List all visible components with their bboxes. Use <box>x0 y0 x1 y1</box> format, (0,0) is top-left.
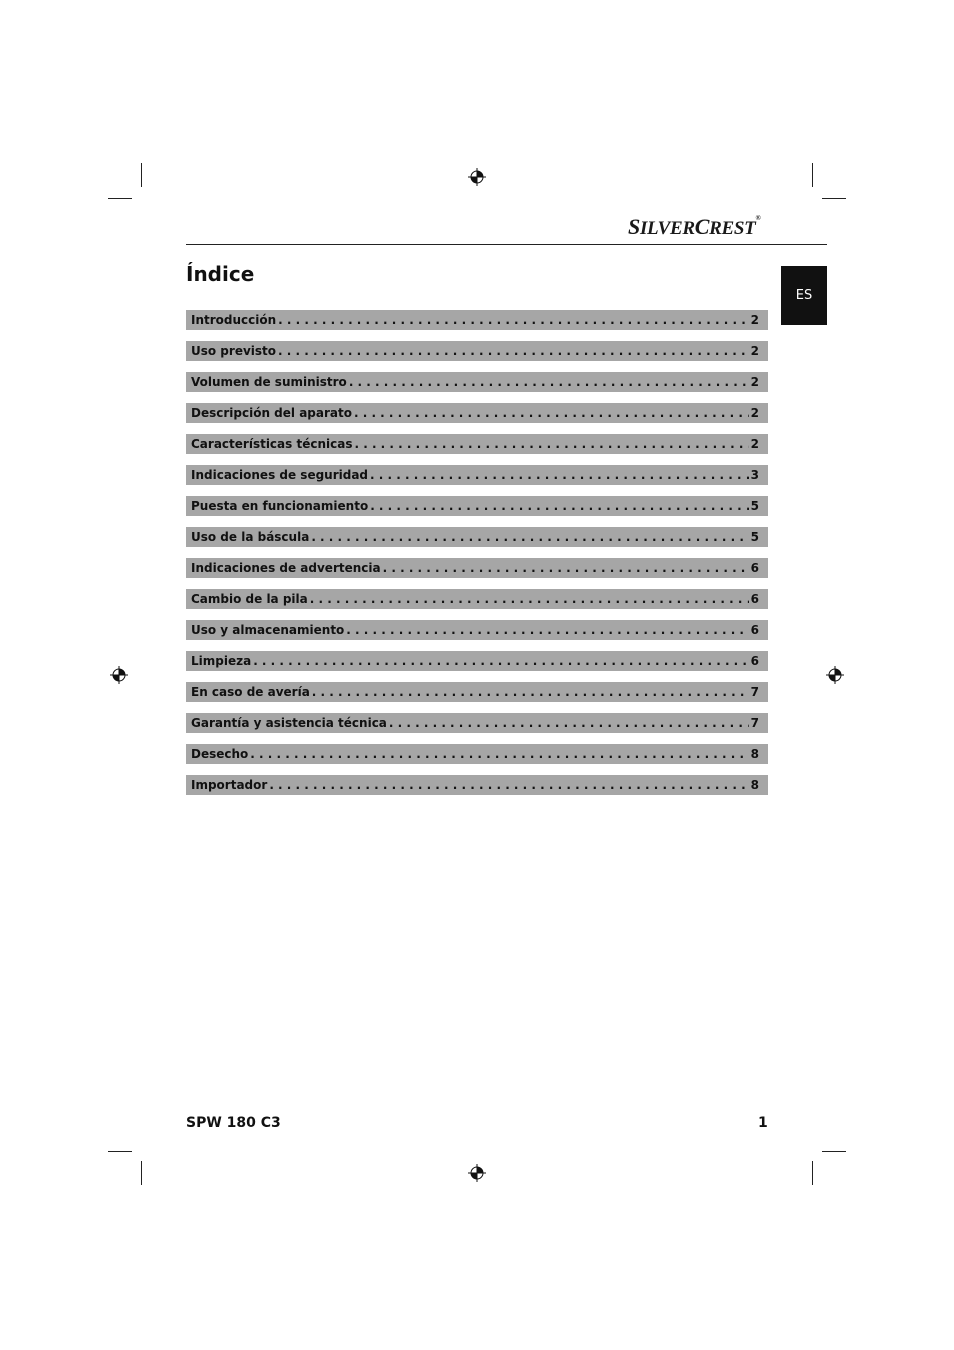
toc-entry-page: 6 <box>750 592 759 606</box>
toc-entry-label: Introducción <box>191 313 277 327</box>
header-rule <box>186 244 827 245</box>
dot-leader <box>278 313 748 327</box>
toc-entry[interactable] <box>186 682 768 702</box>
dot-leader <box>389 716 749 730</box>
dot-leader <box>354 406 749 420</box>
dot-leader <box>253 654 748 668</box>
toc-entry-label: Limpieza <box>191 654 252 668</box>
dot-leader <box>310 592 749 606</box>
language-tab: ES <box>781 266 827 325</box>
page-title: Índice <box>186 262 255 286</box>
toc-entry[interactable] <box>186 403 768 423</box>
crop-mark <box>822 1151 846 1152</box>
crop-mark <box>812 163 813 187</box>
toc-entry-page: 2 <box>750 437 759 451</box>
crop-mark <box>141 163 142 187</box>
crop-mark <box>108 198 132 199</box>
toc-entry-page: 2 <box>750 375 759 389</box>
table-of-contents <box>186 310 768 806</box>
toc-entry-page: 3 <box>750 468 759 482</box>
toc-entry-label: Importador <box>191 778 268 792</box>
toc-entry-page: 6 <box>750 654 759 668</box>
toc-entry[interactable] <box>186 651 768 671</box>
page-number: 1 <box>758 1115 768 1131</box>
toc-entry[interactable] <box>186 620 768 640</box>
toc-entry[interactable] <box>186 496 768 516</box>
toc-entry-page: 2 <box>750 344 759 358</box>
toc-entry-label: Volumen de suministro <box>191 375 347 389</box>
toc-entry[interactable] <box>186 744 768 764</box>
toc-entry-page: 5 <box>750 499 759 513</box>
dot-leader <box>312 685 749 699</box>
registration-mark-icon <box>468 1164 486 1182</box>
registration-mark-icon <box>826 666 844 684</box>
toc-entry[interactable] <box>186 589 768 609</box>
toc-entry-label: En caso de avería <box>191 685 310 699</box>
toc-entry-page: 6 <box>750 623 759 637</box>
toc-entry-label: Características técnicas <box>191 437 353 451</box>
toc-entry-page: 8 <box>750 778 759 792</box>
crop-mark <box>822 198 846 199</box>
crop-mark <box>812 1161 813 1185</box>
toc-entry-label: Uso y almacenamiento <box>191 623 345 637</box>
toc-entry[interactable] <box>186 558 768 578</box>
dot-leader <box>250 747 748 761</box>
toc-entry-page: 8 <box>750 747 759 761</box>
toc-entry-label: Puesta en funcionamiento <box>191 499 369 513</box>
toc-entry-label: Descripción del aparato <box>191 406 352 420</box>
dot-leader <box>370 499 748 513</box>
toc-entry-page: 7 <box>750 685 759 699</box>
toc-entry-label: Uso previsto <box>191 344 277 358</box>
dot-leader <box>278 344 749 358</box>
toc-entry-label: Cambio de la pila <box>191 592 308 606</box>
toc-entry-page: 2 <box>750 313 759 327</box>
toc-entry-label: Desecho <box>191 747 249 761</box>
registration-mark-icon <box>468 168 486 186</box>
dot-leader <box>354 437 748 451</box>
model-number: SPW 180 C3 <box>186 1115 281 1131</box>
toc-entry[interactable] <box>186 713 768 733</box>
dot-leader <box>346 623 748 637</box>
brand-logo: SILVERCREST® <box>628 214 761 239</box>
toc-entry-page: 7 <box>750 716 759 730</box>
dot-leader <box>311 530 748 544</box>
toc-entry-page: 5 <box>750 530 759 544</box>
toc-entry[interactable] <box>186 775 768 795</box>
toc-entry[interactable] <box>186 527 768 547</box>
crop-mark <box>108 1151 132 1152</box>
dot-leader <box>269 778 748 792</box>
toc-entry[interactable] <box>186 465 768 485</box>
crop-mark <box>141 1161 142 1185</box>
dot-leader <box>349 375 749 389</box>
dot-leader <box>383 561 749 575</box>
toc-entry[interactable] <box>186 310 768 330</box>
toc-entry-label: Garantía y asistencia técnica <box>191 716 387 730</box>
toc-entry[interactable] <box>186 341 768 361</box>
toc-entry-page: 6 <box>750 561 759 575</box>
registration-mark-icon <box>110 666 128 684</box>
dot-leader <box>370 468 749 482</box>
toc-entry[interactable] <box>186 372 768 392</box>
toc-entry-page: 2 <box>750 406 759 420</box>
toc-entry-label: Uso de la báscula <box>191 530 310 544</box>
toc-entry-label: Indicaciones de seguridad <box>191 468 369 482</box>
toc-entry[interactable] <box>186 434 768 454</box>
toc-entry-label: Indicaciones de advertencia <box>191 561 381 575</box>
